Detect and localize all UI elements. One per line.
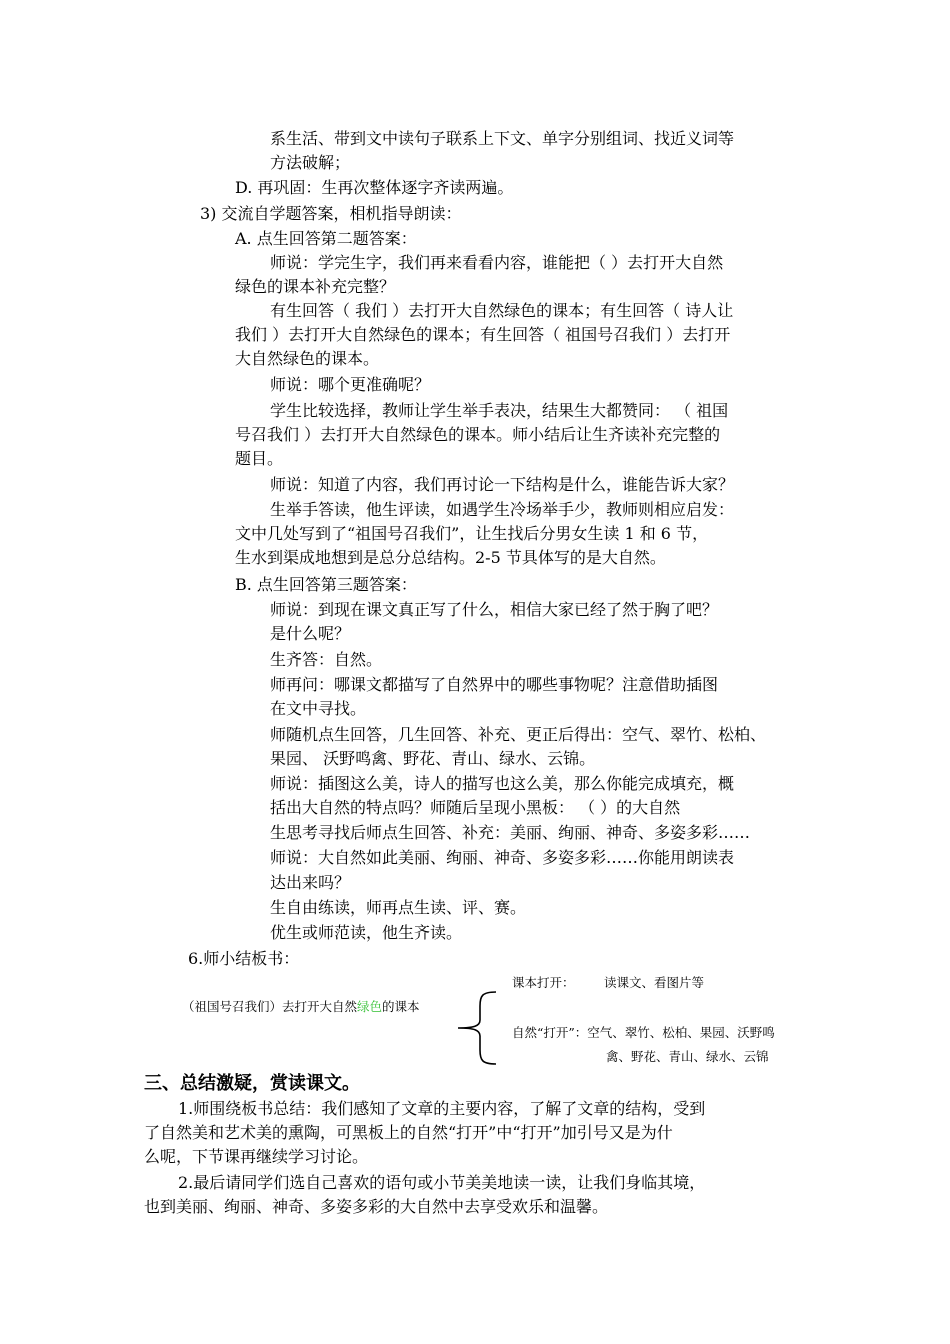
text-line: 题目。 <box>235 449 284 468</box>
text-line: 括出大自然的特点吗？师随后呈现小黑板： （ ）的大自然 <box>270 798 681 817</box>
text-line: 生思考寻找后师点生回答、补充：美丽、绚丽、神奇、多姿多彩…… <box>270 823 751 842</box>
board-left-b: 的课本 <box>382 999 420 1014</box>
text-line: 大自然绿色的课本。 <box>235 349 380 368</box>
text-line: 师说：学完生字，我们再来看看内容，谁能把（ ）去打开大自然 <box>270 253 724 272</box>
text-line: 生水到渠成地想到是总分总结构。2-5 节具体写的是大自然。 <box>235 548 666 567</box>
text-line: 生举手答读，他生评读，如遇学生冷场举手少，教师则相应启发： <box>270 500 735 519</box>
text-line: 学生比较选择，教师让学生举手表决，结果生大都赞同： （ 祖国 <box>270 401 729 420</box>
board-row-1-label: 课本打开： <box>512 975 575 990</box>
text-line: 师随机点生回答，几生回答、补充、更正后得出：空气、翠竹、松柏、 <box>270 725 767 744</box>
board-row-1-text: 读课文、看图片等 <box>604 975 705 990</box>
summary-line: 么呢，下节课再继续学习讨论。 <box>144 1147 369 1166</box>
section-title: 三、总结激疑，赏读课文。 <box>144 1073 360 1094</box>
summary-line: 也到美丽、绚丽、神奇、多姿多彩的大自然中去享受欢乐和温馨。 <box>144 1197 609 1216</box>
board-row-2: 自然“打开”：空气、翠竹、松柏、果园、沃野鸣 <box>512 1025 775 1040</box>
curly-brace-icon <box>452 988 500 1068</box>
board-left-a: （祖国号召我们）去打开大自然 <box>182 999 358 1014</box>
board-left-text <box>182 998 420 1016</box>
text-line: 6.师小结板书： <box>188 949 300 968</box>
text-line: 在文中寻找。 <box>270 699 367 718</box>
text-line: 师再问：哪课文都描写了自然界中的哪些事物呢？注意借助插图 <box>270 675 719 694</box>
summary-line: 了自然美和艺术美的熏陶，可黑板上的自然“打开”中“打开”加引号又是为什 <box>144 1123 673 1142</box>
text-line: 师说：知道了内容，我们再讨论一下结构是什么，谁能告诉大家？ <box>270 475 735 494</box>
summary-line: 2.最后请同学们选自己喜欢的语句或小节美美地读一读，让我们身临其境， <box>178 1173 706 1192</box>
text-line: 3) 交流自学题答案，相机指导朗读： <box>200 204 462 223</box>
board-left-green: 绿色 <box>357 999 383 1014</box>
text-line: 果园、 沃野鸣禽、野花、青山、绿水、云锦。 <box>270 749 596 768</box>
text-line: 绿色的课本补充完整？ <box>235 277 396 296</box>
text-line: D. 再巩固：生再次整体逐字齐读两遍。 <box>235 178 514 197</box>
text-line: 方法破解； <box>270 153 351 172</box>
text-line: 师说：大自然如此美丽、绚丽、神奇、多姿多彩……你能用朗读表 <box>270 848 735 867</box>
text-line: 达出来吗？ <box>270 873 351 892</box>
text-line: B. 点生回答第三题答案： <box>235 575 417 594</box>
text-line: 优生或师范读，他生齐读。 <box>270 923 463 942</box>
text-line: 师说：哪个更准确呢？ <box>270 375 431 394</box>
text-line: 师说：到现在课文真正写了什么，相信大家已经了然于胸了吧？ <box>270 600 719 619</box>
text-line: 生齐答：自然。 <box>270 650 383 669</box>
text-line: 号召我们 ）去打开大自然绿色的课本。师小结后让生齐读补充完整的 <box>235 425 721 444</box>
text-line: 我们 ）去打开大自然绿色的课本；有生回答（ 祖国号召我们 ）去打开 <box>235 325 731 344</box>
text-line: A. 点生回答第二题答案： <box>235 229 417 248</box>
text-line: 师说：插图这么美，诗人的描写也这么美，那么你能完成填充，概 <box>270 774 735 793</box>
text-line: 有生回答（ 我们 ）去打开大自然绿色的课本；有生回答（ 诗人让 <box>270 301 734 320</box>
summary-line: 1.师围绕板书总结：我们感知了文章的主要内容，了解了文章的结构，受到 <box>178 1099 706 1118</box>
text-line: 是什么呢？ <box>270 624 351 643</box>
text-line: 文中几处写到了“祖国号召我们”，让生找后分男女生读 1 和 6 节， <box>235 524 709 543</box>
text-line: 生自由练读，师再点生读、评、赛。 <box>270 898 527 917</box>
text-line: 系生活、带到文中读句子联系上下文、单字分别组词、找近义词等 <box>270 129 735 148</box>
board-row-3: 禽、野花、青山、绿水、云锦 <box>606 1049 769 1064</box>
